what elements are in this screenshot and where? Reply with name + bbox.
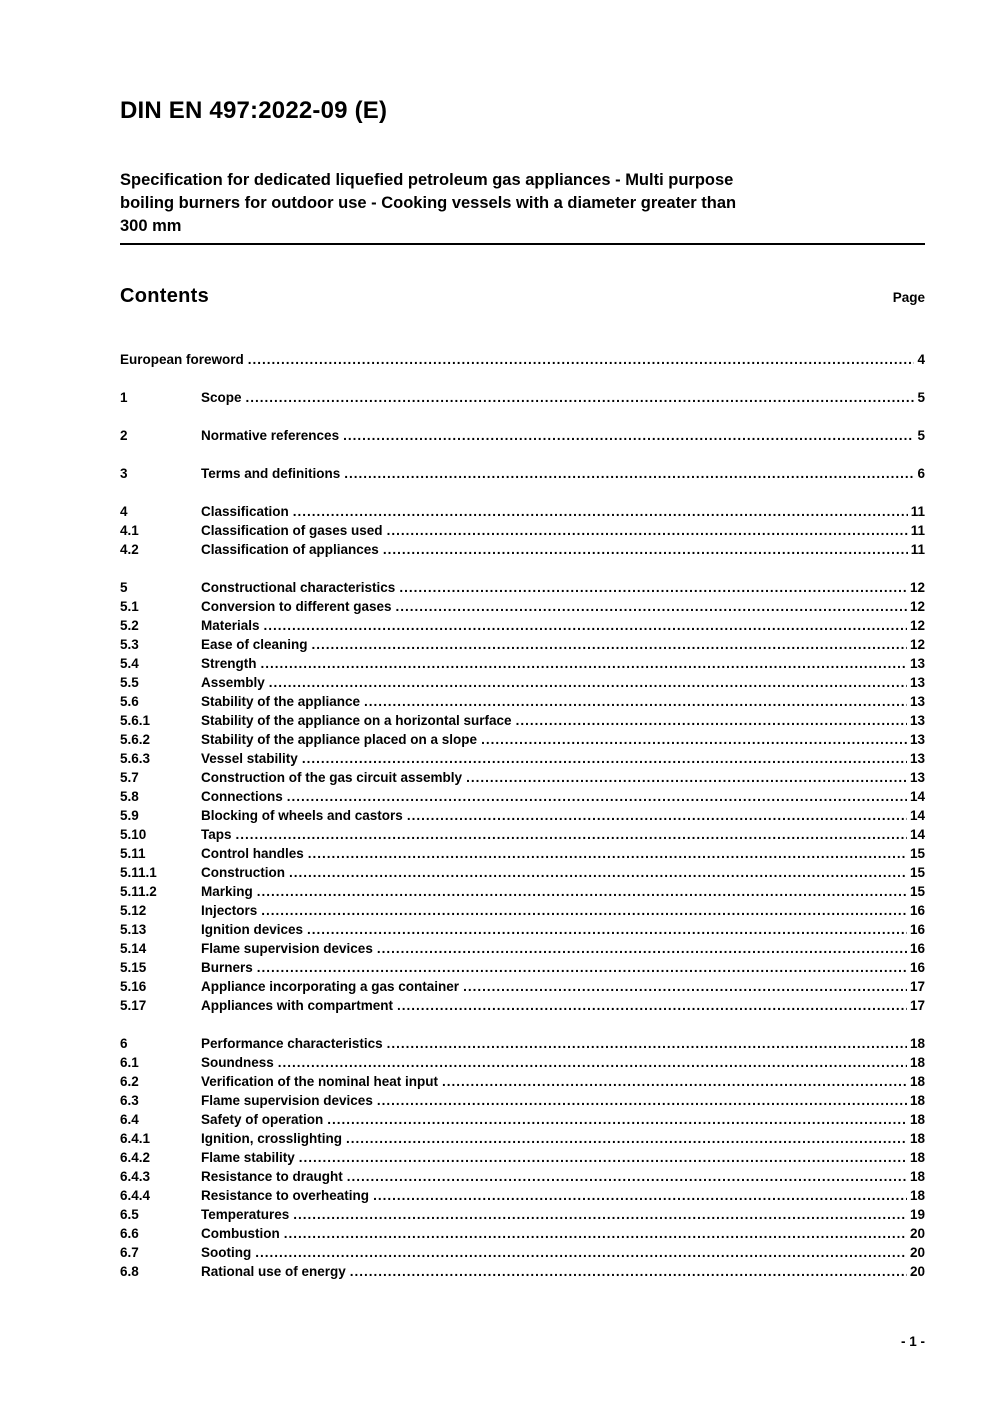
toc-entry-page: 12: [909, 580, 925, 595]
toc-entry-page: 14: [909, 808, 925, 823]
toc-entry-page: 15: [909, 884, 925, 899]
toc-entry-number: 5.12: [120, 903, 147, 918]
toc-entry-title: Resistance to draught: [201, 1169, 343, 1184]
toc-entry-title: Scope: [201, 390, 242, 405]
toc-entry: [120, 977, 925, 996]
toc-entry-title: Flame supervision devices: [201, 941, 373, 956]
toc-entry-title: Control handles: [201, 846, 304, 861]
toc-entry-number: 6.6: [120, 1226, 139, 1241]
toc-entry-title: Construction of the gas circuit assembly: [201, 770, 463, 785]
toc-entry-leader: [307, 920, 907, 939]
toc-entry-number: 5.1: [120, 599, 139, 614]
toc-entry: [120, 597, 925, 616]
toc-entry-leader: [344, 464, 914, 483]
contents-heading: Contents: [120, 285, 210, 307]
toc-entry-page: 13: [909, 713, 925, 728]
toc-entry-number: 6.8: [120, 1264, 139, 1279]
document-title: [120, 169, 925, 245]
toc-entry-number: 6.2: [120, 1074, 139, 1089]
toc-entry-title: Verification of the nominal heat input: [201, 1074, 439, 1089]
toc-entry-page: 18: [909, 1169, 925, 1184]
toc-entry: [120, 673, 925, 692]
toc-entry-number: 5.8: [120, 789, 139, 804]
toc-entry-number: 6.1: [120, 1055, 139, 1070]
toc-entry-page: 18: [909, 1150, 925, 1165]
toc-entry: [120, 996, 925, 1015]
toc-entry-title: Stability of the appliance: [201, 694, 361, 709]
toc-entry-title: Ignition, crosslighting: [201, 1131, 342, 1146]
toc-entry-number: 2: [120, 428, 128, 443]
toc-entry-title: Injectors: [201, 903, 258, 918]
toc-entry-leader: [248, 350, 915, 369]
toc-entry: [120, 730, 925, 749]
toc-entry-number: 6.5: [120, 1207, 139, 1222]
toc-entry-number: 5.7: [120, 770, 139, 785]
toc-group: [120, 350, 925, 369]
toc-entry: [120, 806, 925, 825]
toc-entry-title: Materials: [201, 618, 260, 633]
toc-entry-page: 5: [917, 390, 925, 405]
toc-entry-leader: [299, 1148, 907, 1167]
toc-entry: [120, 426, 925, 445]
toc-entry-leader: [377, 1091, 907, 1110]
toc-entry-page: 4: [917, 352, 925, 367]
toc-entry: [120, 692, 925, 711]
toc-entry-page: 11: [910, 542, 925, 557]
toc-entry-leader: [264, 616, 907, 635]
toc-entry-title: Safety of operation: [201, 1112, 324, 1127]
toc-entry-page: 12: [909, 637, 925, 652]
toc-entry-leader: [442, 1072, 907, 1091]
toc-entry: [120, 882, 925, 901]
toc-entry-number: 5.6.3: [120, 751, 151, 766]
toc-entry-title: Assembly: [201, 675, 265, 690]
toc-entry: [120, 825, 925, 844]
toc-entry: [120, 1034, 925, 1053]
toc-entry-page: 20: [909, 1226, 925, 1241]
toc-entry: [120, 1186, 925, 1205]
toc-entry: [120, 844, 925, 863]
toc-entry-page: 20: [909, 1264, 925, 1279]
toc-entry-title: Ease of cleaning: [201, 637, 308, 652]
toc-entry-page: 13: [909, 751, 925, 766]
toc-entry: [120, 350, 925, 369]
toc-entry-leader: [236, 825, 907, 844]
toc-entry: [120, 388, 925, 407]
toc-entry-title: Flame stability: [201, 1150, 295, 1165]
toc-entry-leader: [350, 1262, 907, 1281]
toc-entry: [120, 749, 925, 768]
toc-entry-title: Taps: [201, 827, 232, 842]
toc-entry-page: 17: [909, 998, 925, 1013]
toc-entry-title: Connections: [201, 789, 283, 804]
toc-entry-leader: [308, 844, 907, 863]
toc-entry-number: 5.6.1: [120, 713, 151, 728]
toc-entry-number: 5.17: [120, 998, 147, 1013]
toc-entry: [120, 616, 925, 635]
toc-entry: [120, 502, 925, 521]
toc-entry-page: 15: [909, 865, 925, 880]
toc-entry-leader: [407, 806, 907, 825]
toc-entry: [120, 654, 925, 673]
toc-entry: [120, 1072, 925, 1091]
toc-entry-page: 5: [917, 428, 925, 443]
toc-entry-number: 1: [120, 390, 128, 405]
toc-entry-number: 5.5: [120, 675, 139, 690]
toc-entry-title: Construction: [201, 865, 285, 880]
toc-group: [120, 1034, 925, 1281]
toc-entry-page: 19: [909, 1207, 925, 1222]
toc-entry-page: 13: [909, 770, 925, 785]
toc-entry: [120, 920, 925, 939]
document-title-line: Specification for dedicated liquefied petroleum gas appliances - Multi purpose: [120, 171, 734, 189]
toc-entry-number: 6.4.2: [120, 1150, 151, 1165]
toc-group: [120, 502, 925, 559]
toc-entry-leader: [346, 1129, 907, 1148]
toc-entry-leader: [383, 540, 908, 559]
toc-entry-leader: [287, 787, 907, 806]
toc-entry-page: 16: [909, 941, 925, 956]
toc-entry-leader: [399, 578, 907, 597]
toc-entry: [120, 1243, 925, 1262]
toc-entry-leader: [257, 882, 907, 901]
toc-entry-number: 6.4.4: [120, 1188, 151, 1203]
toc-entry-number: 5.11.2: [120, 884, 157, 899]
toc-entry-page: 18: [909, 1055, 925, 1070]
toc-entry-title: Temperatures: [201, 1207, 290, 1222]
toc-entry: [120, 464, 925, 483]
toc-entry-leader: [516, 711, 907, 730]
toc-entry-page: 16: [909, 960, 925, 975]
toc-entry-page: 17: [909, 979, 925, 994]
toc-entry-title: European foreword: [120, 352, 244, 367]
document-title-line: boiling burners for outdoor use - Cooking vessels with a diameter greater than: [120, 194, 737, 212]
toc-entry-page: 11: [910, 523, 925, 538]
toc-entry: [120, 901, 925, 920]
toc-entry-leader: [387, 521, 908, 540]
toc-entry-leader: [284, 1224, 907, 1243]
toc-entry-leader: [293, 502, 908, 521]
toc-entry: [120, 1129, 925, 1148]
toc-entry-leader: [302, 749, 907, 768]
toc-entry-number: 5.4: [120, 656, 139, 671]
toc-entry: [120, 768, 925, 787]
toc-entry-title: Rational use of energy: [201, 1264, 346, 1279]
toc-entry-title: Normative references: [201, 428, 340, 443]
toc-entry-page: 13: [909, 694, 925, 709]
toc-entry-leader: [255, 1243, 907, 1262]
toc-entry-number: 5.6: [120, 694, 139, 709]
toc-entry-page: 18: [909, 1131, 925, 1146]
toc-entry-page: 16: [909, 903, 925, 918]
toc-entry-page: 18: [909, 1188, 925, 1203]
toc-entry: [120, 787, 925, 806]
toc-entry-number: 6.3: [120, 1093, 139, 1108]
toc-entry: [120, 540, 925, 559]
toc-entry-leader: [269, 673, 907, 692]
toc-entry: [120, 635, 925, 654]
toc-entry-leader: [377, 939, 907, 958]
toc-entry-leader: [466, 768, 907, 787]
toc-entry-number: 5.9: [120, 808, 139, 823]
toc-entry-title: Sooting: [201, 1245, 252, 1260]
toc-entry-number: 4.1: [120, 523, 139, 538]
toc-entry-number: 5.6.2: [120, 732, 151, 747]
toc-entry: [120, 521, 925, 540]
toc-entry: [120, 578, 925, 597]
toc-entry-title: Marking: [201, 884, 253, 899]
toc-entry-leader: [289, 863, 907, 882]
toc-entry-leader: [347, 1167, 907, 1186]
toc-entry-leader: [463, 977, 907, 996]
toc-entry-title: Classification of appliances: [201, 542, 379, 557]
toc-entry-leader: [261, 901, 907, 920]
toc-entry-page: 12: [909, 599, 925, 614]
toc-entry-title: Constructional characteristics: [201, 580, 396, 595]
toc-entry-title: Soundness: [201, 1055, 274, 1070]
toc-entry-page: 13: [909, 656, 925, 671]
toc-entry-number: 6.4.3: [120, 1169, 151, 1184]
toc-entry-page: 13: [909, 732, 925, 747]
toc-entry: [120, 939, 925, 958]
toc-entry-page: 11: [910, 504, 925, 519]
document-number: DIN EN 497:2022-09 (E): [120, 97, 388, 124]
toc-entry-leader: [387, 1034, 907, 1053]
toc-entry-title: Vessel stability: [201, 751, 298, 766]
toc-entry: [120, 711, 925, 730]
toc-entry-leader: [396, 597, 907, 616]
toc-entry-page: 14: [909, 789, 925, 804]
toc-entry-title: Flame supervision devices: [201, 1093, 373, 1108]
toc-group: [120, 464, 925, 483]
toc-entry-page: 15: [909, 846, 925, 861]
toc-entry-number: 4.2: [120, 542, 139, 557]
toc-entry-leader: [261, 654, 907, 673]
page-column-label: Page: [892, 290, 925, 305]
toc-entry-title: Conversion to different gases: [201, 599, 392, 614]
toc-entry-leader: [343, 426, 914, 445]
toc-entry-leader: [312, 635, 907, 654]
toc-entry-title: Resistance to overheating: [201, 1188, 370, 1203]
toc-entry-number: 6.7: [120, 1245, 139, 1260]
toc-entry-page: 18: [909, 1093, 925, 1108]
toc-entry-page: 18: [909, 1112, 925, 1127]
toc-entry-number: 5.11: [120, 846, 146, 861]
page-number-footer: - 1 -: [900, 1334, 925, 1349]
toc-group: [120, 578, 925, 1015]
toc-entry-title: Classification of gases used: [201, 523, 383, 538]
toc-entry: [120, 1262, 925, 1281]
toc-entry-number: 5.14: [120, 941, 147, 956]
toc-entry-title: Terms and definitions: [201, 466, 341, 481]
toc-group: [120, 426, 925, 445]
toc-entry-number: 5: [120, 580, 128, 595]
toc-entry-leader: [397, 996, 907, 1015]
toc-entry-number: 6.4.1: [120, 1131, 151, 1146]
toc: [120, 350, 925, 1281]
toc-entry-number: 3: [120, 466, 128, 481]
toc-entry-number: 6: [120, 1036, 128, 1051]
toc-entry-title: Performance characteristics: [201, 1036, 383, 1051]
toc-entry-number: 5.13: [120, 922, 147, 937]
toc-entry-number: 5.10: [120, 827, 147, 842]
toc-entry: [120, 1167, 925, 1186]
toc-entry-title: Blocking of wheels and castors: [201, 808, 403, 823]
toc-entry-page: 6: [917, 466, 925, 481]
toc-entry: [120, 1224, 925, 1243]
toc-entry-page: 14: [909, 827, 925, 842]
toc-entry-leader: [246, 388, 915, 407]
toc-entry-title: Stability of the appliance placed on a slope: [201, 732, 478, 747]
toc-entry-page: 12: [909, 618, 925, 633]
toc-entry-page: 18: [909, 1036, 925, 1051]
toc-entry-title: Combustion: [201, 1226, 280, 1241]
toc-entry: [120, 863, 925, 882]
toc-entry-leader: [373, 1186, 907, 1205]
toc-entry-leader: [278, 1053, 907, 1072]
toc-entry: [120, 1148, 925, 1167]
toc-entry-leader: [481, 730, 907, 749]
toc-entry-number: 5.16: [120, 979, 147, 994]
toc-entry-title: Stability of the appliance on a horizontal surface: [201, 713, 512, 728]
toc-entry-number: 4: [120, 504, 128, 519]
toc-entry-page: 18: [909, 1074, 925, 1089]
toc-entry-leader: [257, 958, 907, 977]
toc-entry-page: 16: [909, 922, 925, 937]
toc-entry: [120, 1091, 925, 1110]
toc-entry-number: 6.4: [120, 1112, 139, 1127]
toc-entry-page: 20: [909, 1245, 925, 1260]
toc-entry-title: Appliances with compartment: [201, 998, 394, 1013]
toc-entry: [120, 958, 925, 977]
contents-header: [120, 285, 925, 308]
toc-entry-leader: [293, 1205, 907, 1224]
toc-entry-leader: [327, 1110, 907, 1129]
toc-entry: [120, 1053, 925, 1072]
toc-entry-title: Ignition devices: [201, 922, 304, 937]
toc-entry: [120, 1110, 925, 1129]
toc-entry-number: 5.15: [120, 960, 147, 975]
toc-entry-number: 5.2: [120, 618, 139, 633]
toc-entry-title: Classification: [201, 504, 289, 519]
document-title-line: 300 mm: [120, 217, 182, 235]
toc-entry: [120, 1205, 925, 1224]
toc-entry-page: 13: [909, 675, 925, 690]
toc-entry-number: 5.11.1: [120, 865, 157, 880]
toc-entry-title: Burners: [201, 960, 253, 975]
toc-entry-title: Appliance incorporating a gas container: [201, 979, 460, 994]
toc-entry-title: Strength: [201, 656, 257, 671]
toc-entry-leader: [364, 692, 907, 711]
toc-entry-number: 5.3: [120, 637, 139, 652]
toc-group: [120, 388, 925, 407]
